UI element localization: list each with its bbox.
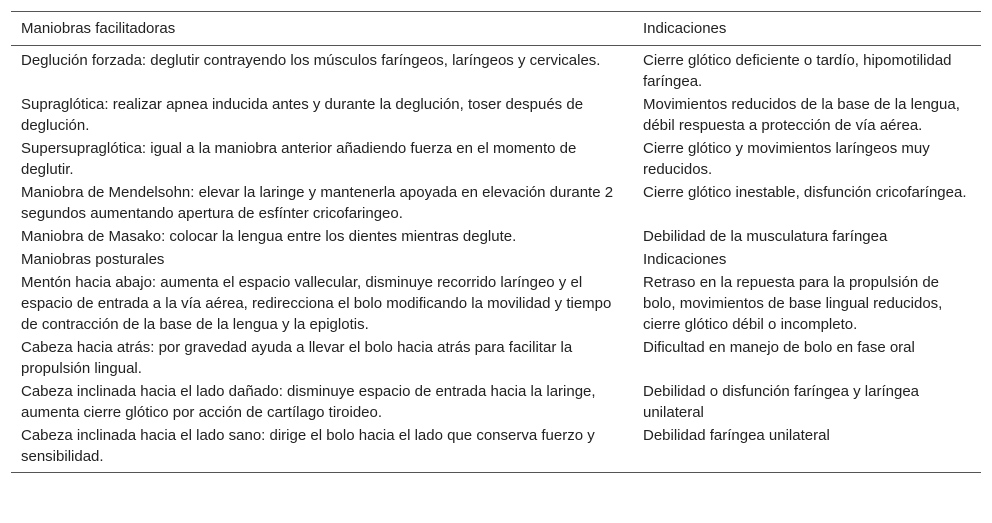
maneuver-cell: Maniobra de Masako: colocar la lengua entre los dientes mientras deglute. [21,228,517,245]
indication-cell: Dificultad en manejo de bolo en fase oral [643,339,915,356]
table-row [11,424,981,473]
indication-cell: Debilidad de la musculatura faríngea [643,228,888,245]
indication-cell: Movimientos reducidos de la base de la lengua, débil respuesta a protección de vía aérea. [643,96,960,134]
maneuver-cell: Cabeza hacia atrás: por gravedad ayuda a llevar el bolo hacia atrás para facilitar la propulsión lingual. [21,339,573,377]
maneuver-cell: Cabeza inclinada hacia el lado dañado: disminuye espacio de entrada hacia la laringe, aumenta cierre glótico por acción de cartílago tiroideo. [21,383,596,421]
maneuver-cell: Maniobra de Mendelsohn: elevar la laringe y mantenerla apoyada en elevación durante 2 segundos aumentando apertura de esfínter cricofaringeo. [21,184,614,222]
subheader-indications: Indicaciones [643,251,727,268]
section-subheader-row [11,248,981,271]
indication-cell: Cierre glótico inestable, disfunción cricofaríngea. [643,184,967,201]
table-row [11,380,981,424]
maneuvers-table-container [11,11,981,473]
header-indications: Indicaciones [643,20,727,37]
table-row [11,225,981,248]
header-maneuvers: Maniobras facilitadoras [21,20,176,37]
indication-cell: Debilidad faríngea unilateral [643,427,830,444]
maneuver-cell: Deglución forzada: deglutir contrayendo los músculos faríngeos, laríngeos y cervicales. [21,52,601,69]
maneuver-cell: Mentón hacia abajo: aumenta el espacio vallecular, disminuye recorrido laríngeo y el espacio de entrada a la vía aérea, redirecciona el bolo modificando la movilidad y tiempo de contracción de la base de la lengua y la epiglotis. [21,274,612,333]
table-row [11,336,981,380]
header-row [11,12,981,46]
indication-cell: Cierre glótico deficiente o tardío, hipomotilidad faríngea. [643,52,952,90]
indication-cell: Debilidad o disfunción faríngea y laríngea unilateral [643,383,920,421]
maneuver-cell: Cabeza inclinada hacia el lado sano: dirige el bolo hacia el lado que conserva fuerzo y sensibilidad. [21,427,595,465]
table-row [11,46,981,94]
indication-cell: Cierre glótico y movimientos laríngeos muy reducidos. [643,140,930,178]
table-row [11,137,981,181]
maneuver-cell: Supersupraglótica: igual a la maniobra anterior añadiendo fuerza en el momento de deglutir. [21,140,577,178]
table-body [11,46,981,473]
subheader-postural-maneuvers: Maniobras posturales [21,251,165,268]
maneuver-cell: Supraglótica: realizar apnea inducida antes y durante la deglución, toser después de deglución. [21,96,584,134]
table-row [11,181,981,225]
maneuvers-table [11,11,981,473]
table-header [11,12,981,46]
table-row [11,271,981,336]
indication-cell: Retraso en la repuesta para la propulsión de bolo, movimientos de base lingual reducidos, cierre glótico débil o incompleto. [643,274,943,333]
table-row [11,93,981,137]
